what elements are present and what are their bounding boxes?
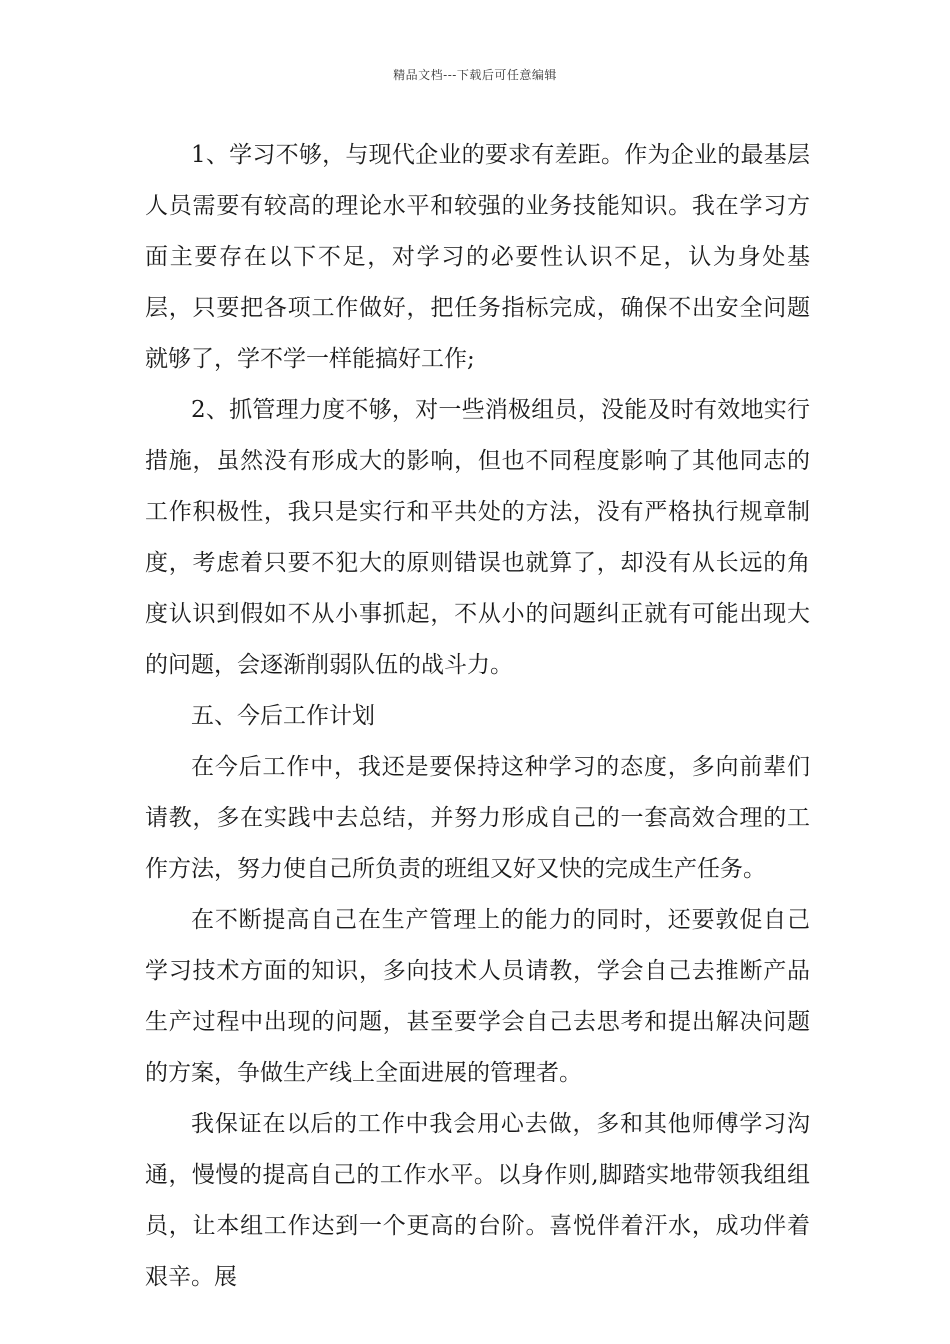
document-body	[145, 130, 810, 1303]
page-header: 精品文档---下载后可任意编辑	[393, 68, 557, 82]
paragraph-future-plan-2: 在不断提高自己在生产管理上的能力的同时，还要敦促自己学习技术方面的知识，多向技术人员请教，学会自己去推断产品生产过程中出现的问题，甚至要学会自己去思考和提出解决问题的方案，争做生产线上全面进展的管理者。	[145, 907, 810, 1086]
paragraph-future-plan-3: 我保证在以后的工作中我会用心去做，多和其他师傅学习沟通，慢慢的提高自己的工作水平。以身作则,脚踏实地带领我组组员，让本组工作达到一个更高的台阶。喜悦伴着汗水，成功伴着艰辛。展	[145, 1111, 810, 1290]
paragraph-learning-shortfall: 1、学习不够，与现代企业的要求有差距。作为企业的最基层人员需要有较高的理论水平和较强的业务技能知识。我在学习方面主要存在以下不足，对学习的必要性认识不足，认为身处基层，只要把各项工作做好，把任务指标完成，确保不出安全问题就够了，学不学一样能搞好工作;	[145, 142, 810, 372]
paragraph-future-plan-1: 在今后工作中，我还是要保持这种学习的态度，多向前辈们请教，多在实践中去总结，并努力形成自己的一套高效合理的工作方法，努力使自己所负责的班组又好又快的完成生产任务。	[145, 754, 810, 882]
paragraph-management-shortfall: 2、抓管理力度不够，对一些消极组员，没能及时有效地实行措施，虽然没有形成大的影响，但也不同程度影响了其他同志的工作积极性，我只是实行和平共处的方法，没有严格执行规章制度，考虑着只要不犯大的原则错误也就算了，却没有从长远的角度认识到假如不从小事抓起，不从小的问题纠正就有可能出现大的问题，会逐渐削弱队伍的战斗力。	[145, 397, 810, 678]
section-heading-future-plan: 五、今后工作计划	[191, 703, 375, 729]
